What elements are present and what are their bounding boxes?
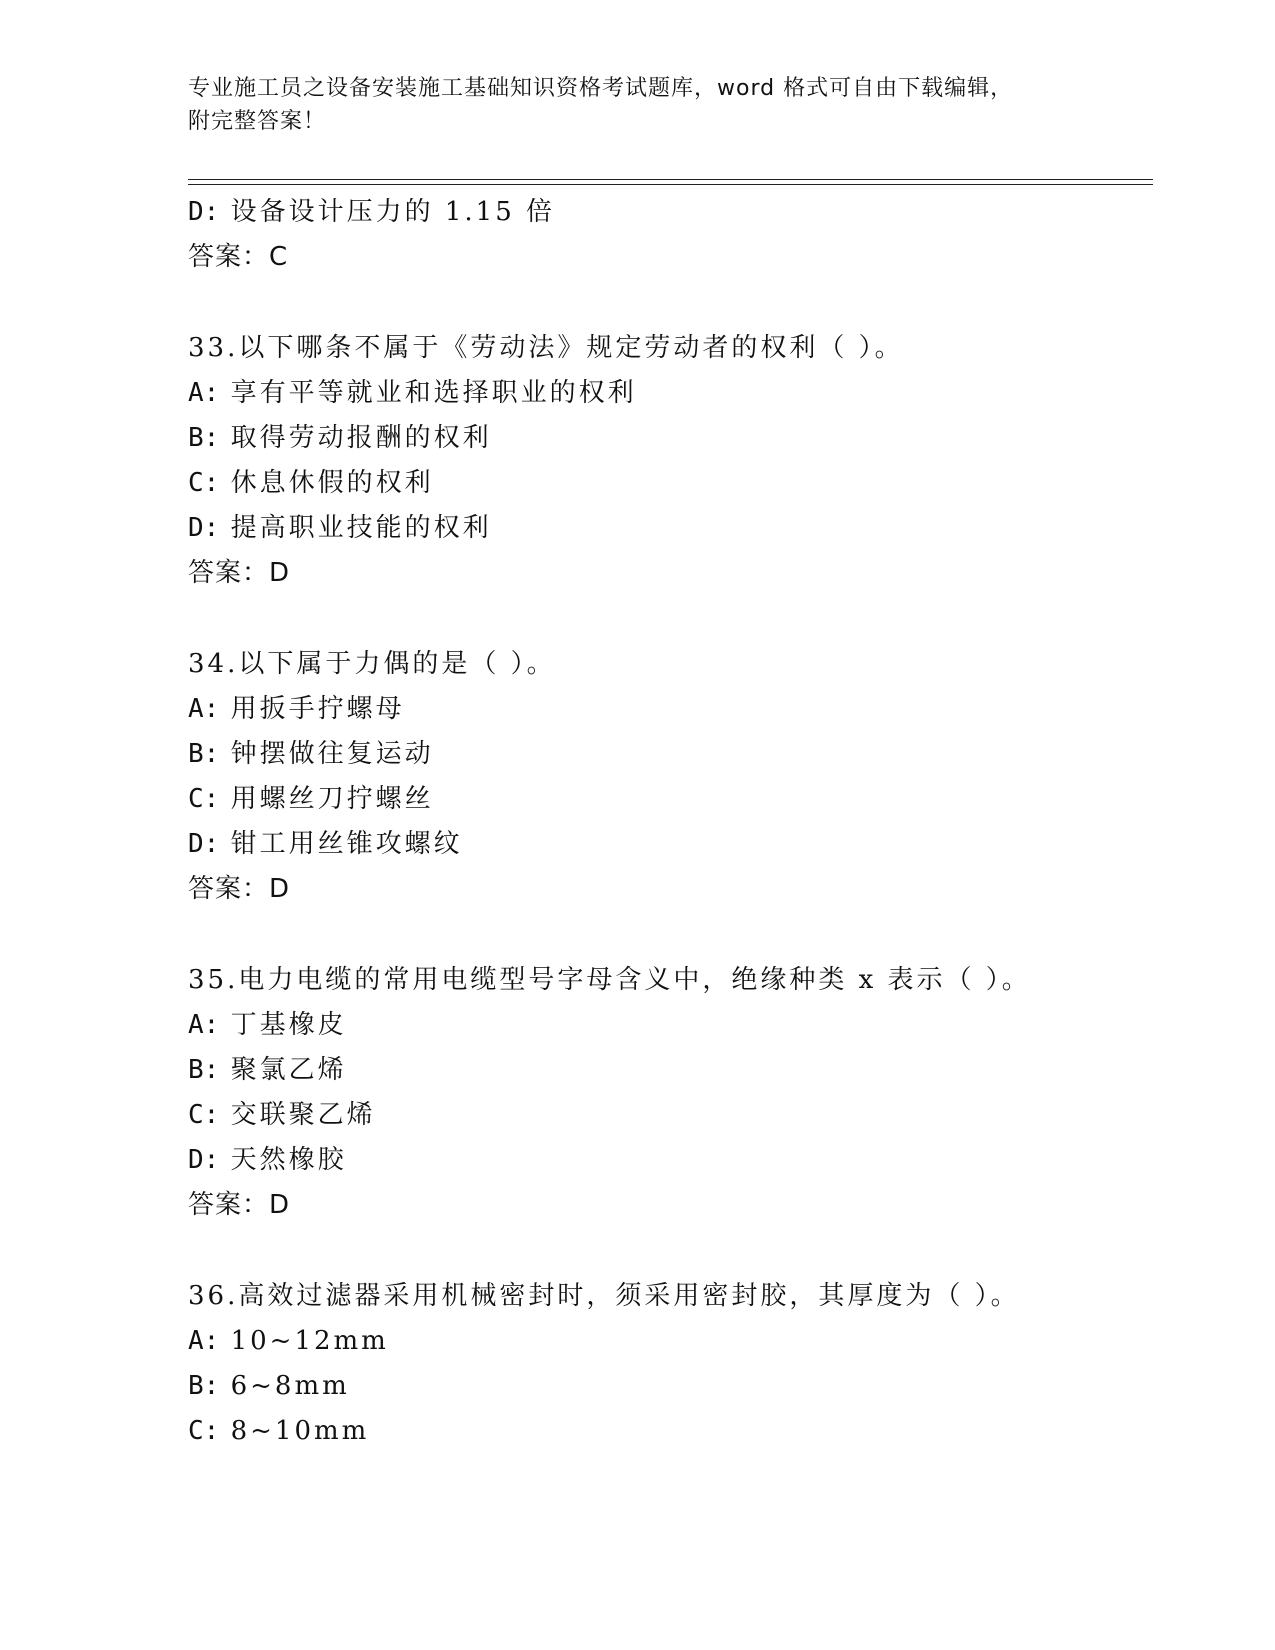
option-line [188,1364,1148,1409]
block-spacer [188,912,1148,958]
option-line [188,461,1148,506]
option-text: 提高职业技能的权利 [219,513,492,543]
block-spacer [188,280,1148,326]
option-label: B: [188,739,220,769]
option-text: 聚氯乙烯 [219,1055,347,1085]
option-label: B: [188,1055,220,1085]
option-line [188,1048,1148,1093]
option-label: B: [188,1371,220,1401]
option-line [188,1138,1148,1183]
answer-line: 答案：C [188,242,289,272]
question-list [188,190,1148,1454]
question-stem: 34.以下属于力偶的是（ ）。 [188,649,556,679]
option-line [188,822,1148,867]
question-stem: 33.以下哪条不属于《劳动法》规定劳动者的权利（ ）。 [188,333,904,363]
option-label: C: [188,1100,220,1130]
option-label: A: [188,1326,220,1356]
option-text: 交联聚乙烯 [219,1100,376,1130]
answer-line: 答案：D [188,1190,291,1220]
option-text: 休息休假的权利 [219,468,434,498]
question-stem: 36.高效过滤器采用机械密封时，须采用密封胶，其厚度为（ ）。 [188,1281,1020,1311]
option-line [188,371,1148,416]
option-label: A: [188,378,220,408]
option-label: A: [188,694,220,724]
option-label: C: [188,468,220,498]
option-label: D: [188,513,220,543]
header-line-1: 专业施工员之设备安装施工基础知识资格考试题库，word 格式可自由下载编辑， [188,76,1014,101]
block-spacer [188,596,1148,642]
option-line [188,1003,1148,1048]
option-text: 8~10mm [219,1416,370,1446]
header-line-2: 附完整答案！ [188,109,327,134]
option-label: A: [188,1010,220,1040]
header-divider-top [188,179,1153,180]
option-text: 取得劳动报酬的权利 [219,423,492,453]
option-label: D: [188,197,220,227]
option-line [188,1319,1148,1364]
option-label: D: [188,829,220,859]
option-text: 用扳手拧螺母 [219,694,405,724]
block-spacer [188,1228,1148,1274]
option-text: 钟摆做往复运动 [219,739,434,769]
option-line [188,416,1148,461]
document-header [188,72,1088,138]
option-label: D: [188,1145,220,1175]
question-stem: 35.电力电缆的常用电缆型号字母含义中，绝缘种类 x 表示（ ）。 [188,965,1031,995]
header-divider-bottom [188,184,1153,185]
option-line [188,777,1148,822]
answer-line: 答案：D [188,558,291,588]
option-text: 6~8mm [219,1371,350,1401]
option-text: 钳工用丝锥攻螺纹 [219,829,463,859]
option-label: C: [188,784,220,814]
option-line [188,732,1148,777]
option-line [188,687,1148,732]
option-label: C: [188,1416,220,1446]
option-line [188,1409,1148,1454]
option-line [188,506,1148,551]
option-text: 用螺丝刀拧螺丝 [219,784,434,814]
option-line [188,1093,1148,1138]
option-text: 享有平等就业和选择职业的权利 [219,378,637,408]
option-text: 设备设计压力的 1.15 倍 [219,197,555,227]
option-text: 天然橡胶 [219,1145,347,1175]
option-label: B: [188,423,220,453]
option-text: 丁基橡皮 [219,1010,347,1040]
option-line [188,190,1148,235]
option-text: 10~12mm [219,1326,389,1356]
answer-line: 答案：D [188,874,291,904]
